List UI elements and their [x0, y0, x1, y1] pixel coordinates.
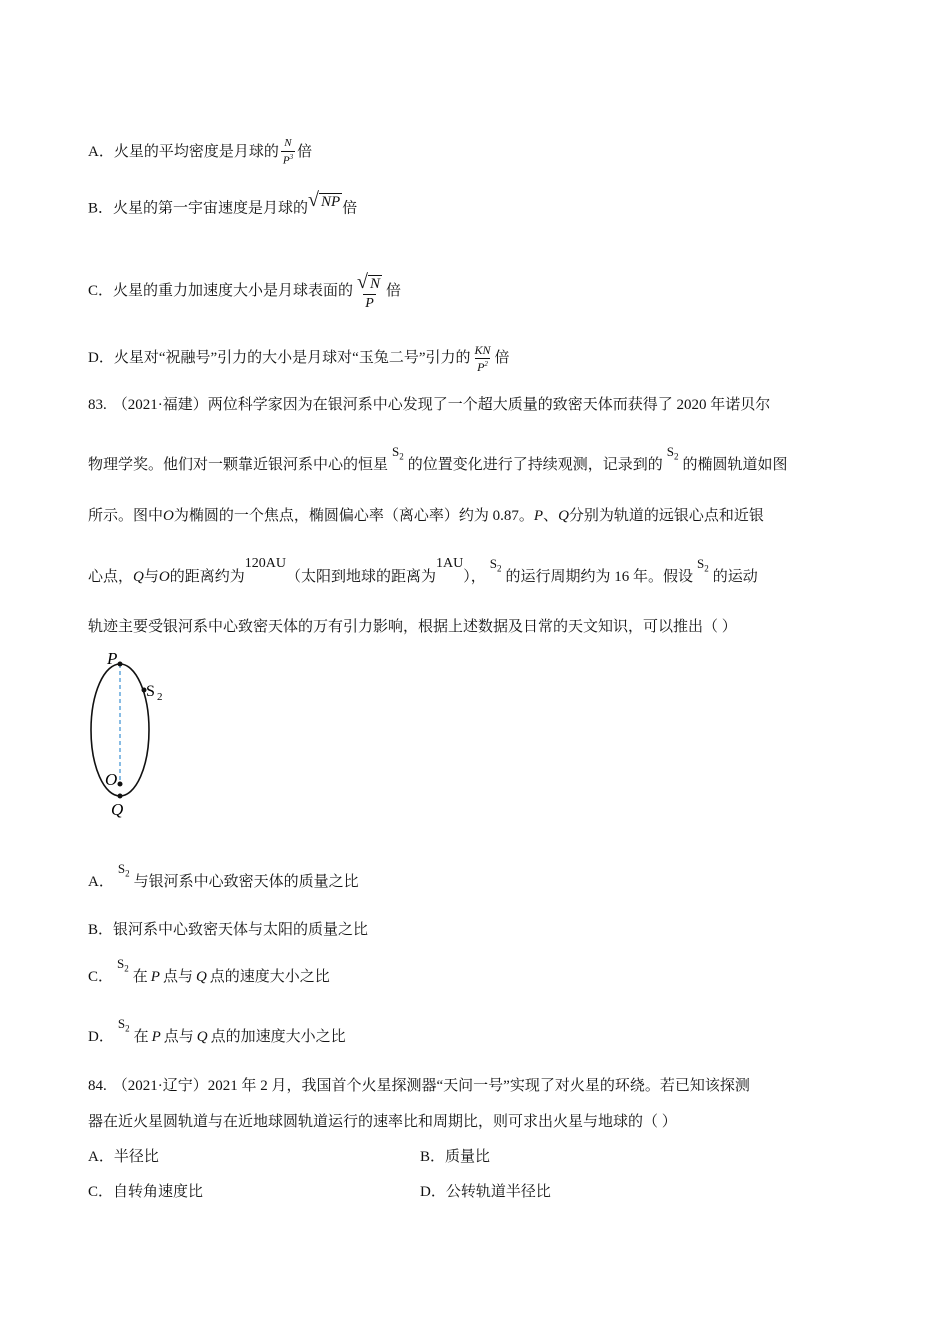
star-s2: $S_2$ [117, 956, 129, 974]
point-p [118, 662, 123, 667]
q83-line-2: 物理学奖。他们对一颗靠近银河系中心的恒星$S_2$的位置变化进行了持续观测，记录到的$S_2$的椭圆轨道如图 [88, 444, 788, 473]
point-o [118, 782, 123, 787]
point-q [118, 794, 123, 799]
q82-option-b: B．火星的第一宇宙速度是月球的√ NP 倍 [88, 189, 358, 217]
q82-option-a: A．火星的平均密度是月球的 $\frac{N}{P^3}$ 倍 [88, 137, 313, 167]
sqrt-np: √ NP [308, 189, 341, 211]
q83-line-1: 83. （2021·福建）两位科学家因为在银河系中心发现了一个超大质量的致密天体而获得了 2020 年诺贝尔 [88, 397, 771, 413]
q83-option-b: B．银河系中心致密天体与太阳的质量之比 [88, 922, 369, 938]
distance-1au: 1AU [435, 556, 464, 571]
label-o: O [105, 770, 118, 789]
q83-line-3: 所示。图中O为椭圆的一个焦点，椭圆偏心率（离心率）约为 0.87。P、Q分别为轨道的远银心点和近银 [88, 508, 764, 524]
gravity-fraction: $\frac{√ N}{P}$ [357, 271, 381, 311]
star-s2: $S_2$ [117, 861, 130, 879]
density-fraction: $\frac{N}{P^3}$ [282, 137, 294, 167]
q84-option-d: D．公转轨道半径比 [420, 1184, 551, 1200]
label-s: S [146, 683, 155, 700]
q84-options-row-1 [88, 1147, 788, 1167]
q82-option-d: D．火星对“祝融号”引力的大小是月球对“玉兔二号”引力的 $\frac{KN}{P^2}$ 倍 [88, 343, 510, 374]
star-s2: $S_2$ [696, 556, 709, 574]
q84-option-a: A．半径比 [88, 1149, 159, 1165]
distance-120au: 120AU [244, 556, 286, 571]
q83-line-5: 轨迹主要受银河系中心致密天体的万有引力影响，根据上述数据及日常的天文知识，可以推出（ ） [88, 619, 737, 635]
star-s2: $S_2$ [489, 556, 502, 574]
q84-option-b: B．质量比 [420, 1149, 491, 1165]
star-s2: $S_2$ [117, 1016, 130, 1034]
q83-option-c: C．$S_2$在 P 点与 Q 点的速度大小之比 [88, 956, 330, 985]
label-s-sub: 2 [157, 691, 163, 703]
label-q: Q [111, 800, 124, 819]
q84-line-2: 器在近火星圆轨道与在近地球圆轨道运行的速率比和周期比，则可求出火星与地球的（ ） [88, 1114, 677, 1130]
label-p: P [107, 649, 118, 668]
star-s2: $S_2$ [392, 444, 404, 462]
force-fraction: $\frac{KN}{P^2}$ [474, 343, 491, 374]
q84-number: 84. [88, 1078, 107, 1094]
q82-option-c: C．火星的重力加速度大小是月球表面的 $\frac{√ N}{P}$ 倍 [88, 271, 402, 311]
q83-option-d: D．$S_2$在 P 点与 Q 点的加速度大小之比 [88, 1016, 346, 1045]
orbit-diagram [80, 648, 180, 823]
q84-option-c: C．自转角速度比 [88, 1184, 204, 1200]
q84-options-row-2 [88, 1182, 788, 1202]
q83-option-a: A．$S_2$与银河系中心致密天体的质量之比 [88, 861, 359, 890]
q83-line-4: 心点，Q与O的距离约为120AU（太阳到地球的距离为1AU），$S_2$的运行周期约为 16 年。假设$S_2$的运动 [88, 556, 758, 585]
q83-number: 83. [88, 397, 107, 413]
star-s2: $S_2$ [666, 444, 679, 462]
q84-line-1: 84. （2021·辽宁）2021 年 2 月，我国首个火星探测器“天问一号”实现了对火星的环绕。若已知该探测 [88, 1078, 750, 1094]
